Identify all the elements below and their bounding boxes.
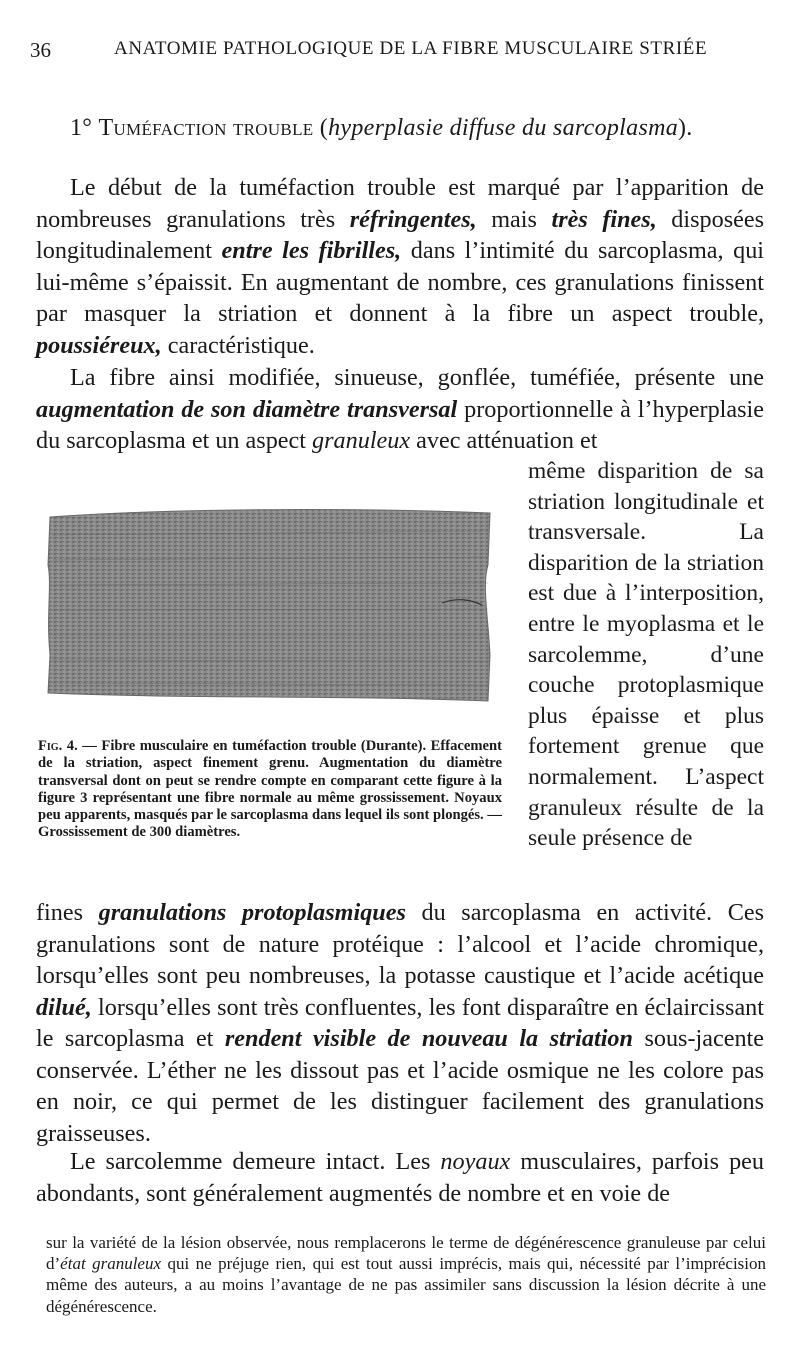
paragraph-1 (36, 172, 764, 361)
p2-emph-d: granuleux (312, 427, 411, 454)
figure-label: Fig. 4. (38, 738, 78, 754)
figure-muscle-fiber-illustration (42, 505, 494, 705)
footnote-text-a: sur la variété de la lésion observée, nous remplacerons le terme de dégénérescence granuleuse par celui d’ (46, 1233, 766, 1274)
p2-emph-b: augmentation de son diamètre transversal (36, 395, 458, 423)
paragraph-2 (36, 362, 764, 457)
p3-emph-f: rendent visible de nouveau la striation (224, 1025, 633, 1052)
p1-text-e: disposées longitudinalement (36, 205, 765, 264)
p1-emph-d: très fines, (551, 205, 657, 233)
figure-caption (38, 738, 502, 842)
p2-text-e: avec atténuation et (410, 427, 598, 454)
section-title-italic: hyperplasie diffuse du sarcoplasma (328, 115, 679, 141)
footnote-text-c: qui ne préjuge rien, qui est tout aussi imprécis, mais qui, nécessité par l’imprécision même des auteurs, a au moins l’avantage de ne pas assimiler sans discussion la lésion décrite à une dégénérescence. (46, 1254, 767, 1316)
p1-emph-h: poussiéreux, (36, 331, 162, 359)
p1-text-g: dans l’intimité du sarcoplasma, qui lui-même s’épaissit. En augmentant de nombre, ces granulations finissent par masquer la striation et donnent à la fibre un aspect trouble, (36, 237, 765, 327)
figure-caption-text: — Fibre musculaire en tuméfaction trouble (Durante). Effacement de la striation, aspect finement grenu. Augmentation du diamètre transversal dont on peut se rendre compte en comparant cette figure à la figure 3 représentant une fibre normale au même grossissement. Noyaux peu apparents, masqués par le sarcoplasma dans lequel ils sont plongés. — Grossissement de 300 diamètres. (38, 738, 502, 841)
p2-text-c: proportionnelle à l’hyperplasie du sarcoplasma et un aspect (36, 395, 764, 454)
paragraph-2-wrap-column: même disparition de sa striation longitudinale et transversale. La disparition de la striation est due à l’interposition, entre le myoplasma et le sarcolemme, d’une couche protoplasmique plus épaisse et plus fortement grenue que normalement. L’aspect granuleux résulte de la seule présence de (528, 458, 764, 852)
section-title-smallcaps: Tuméfaction trouble (98, 115, 314, 141)
p3-text-c: du sarcoplasma en activité. Ces granulations sont de nature protéique : l’alcool et l’acide chromique, lorsqu’elles sont peu nombreuses, la potasse caustique et l’acide acétique (36, 899, 764, 989)
p4-text-a: Le sarcolemme demeure intact. Les (70, 1148, 441, 1175)
p3-text-g: sous-jacente conservée. L’éther ne les dissout pas et l’acide osmique ne les colore pas en noir, ce qui permet de les distinguer facilement des granulations graisseuses. (36, 1025, 764, 1147)
running-head: ANATOMIE PATHOLOGIQUE DE LA FIBRE MUSCULAIRE STRIÉE (114, 38, 708, 59)
section-number: 1° (70, 115, 93, 141)
p4-text-c: musculaires, parfois peu abondants, sont généralement augmentés de nombre et en voie de (36, 1148, 764, 1207)
p2-text-a: La fibre ainsi modifiée, sinueuse, gonflée, tuméfiée, présente une (70, 364, 764, 391)
p1-emph-f: entre les fibrilles, (221, 237, 402, 264)
p1-emph-b: réfringentes, (349, 205, 477, 233)
section-title-paren-open: ( (319, 115, 329, 141)
section-title-paren-close: ). (678, 115, 693, 141)
p1-text-c: mais (476, 205, 552, 233)
p3-emph-d: dilué, (36, 993, 92, 1021)
footnote (46, 1232, 766, 1317)
footnote-emph-b: état granuleux (60, 1254, 162, 1274)
paragraph-3 (36, 897, 764, 1149)
p3-emph-b: granulations protoplasmiques (98, 899, 406, 926)
p1-text-a: Le début de la tuméfaction trouble est marqué par l’apparition de nombreuses granulations très (36, 174, 764, 233)
p1-text-i: caractéristique. (161, 331, 315, 359)
page-number: 36 (30, 38, 51, 62)
p3-text-a: fines (36, 899, 99, 926)
section-title (70, 115, 770, 142)
page-header (30, 38, 770, 72)
p4-emph-b: noyaux (440, 1148, 511, 1175)
paragraph-4 (36, 1146, 764, 1209)
p3-text-e: lorsqu’elles sont très confluentes, les font disparaître en éclaircissant le sarcoplasma et (36, 993, 764, 1052)
